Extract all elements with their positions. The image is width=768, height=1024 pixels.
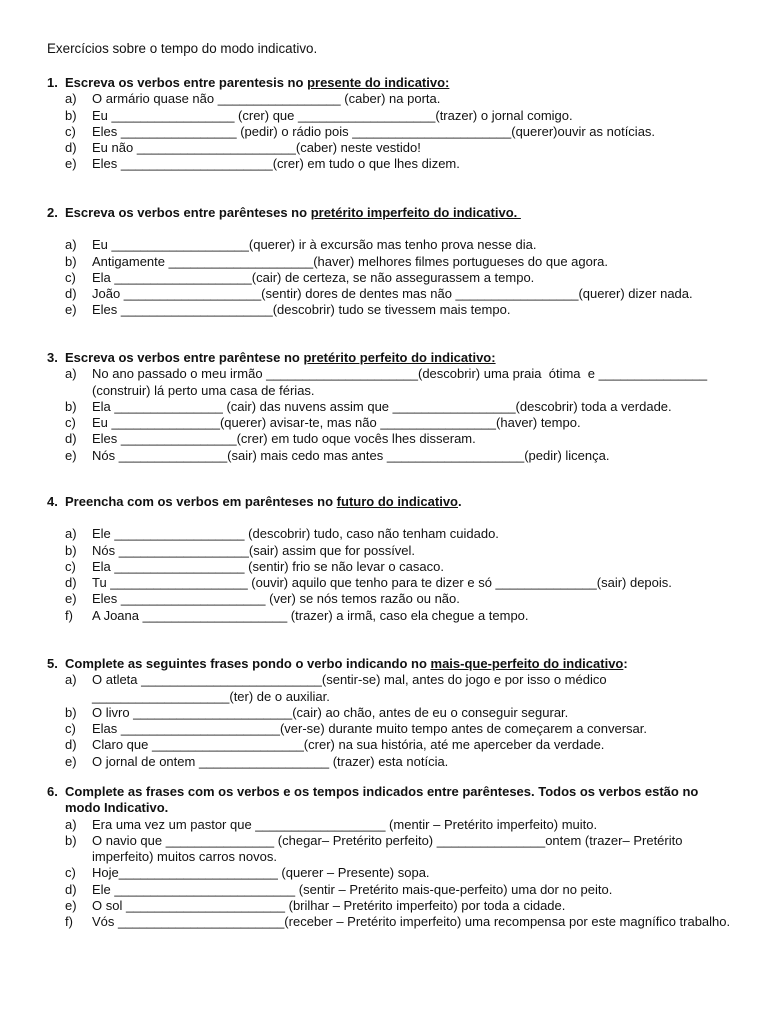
exercise-item: b) Antigamente ____________________(haver) melhores filmes portugueses do que agora. [65,253,609,269]
exercise-title: 4. Preencha com os verbos em parênteses no futuro do indicativo. [47,494,462,509]
exercise-item: b) O livro ______________________(cair) ao chão, antes de eu o conseguir segurar. [65,704,569,720]
exercise-number: 1. [47,75,58,90]
exercise-item: a) No ano passado o meu irmão _____________________(descobrir) uma praia ótima e _______________ (construir) lá perto uma casa de férias. [65,366,711,398]
exercise-title: 5. Complete as seguintes frases pondo o verbo indicando no mais-que-perfeito do indicativo: [47,656,628,671]
exercise-item: b) Ela _______________ (cair) das nuvens assim que _________________(descobrir) toda a verdade. [65,398,672,414]
exercise-item: d) Claro que _____________________(crer) na sua história, até me aperceber da verdade. [65,737,605,753]
exercise-number: 2. [47,205,58,220]
exercise-number: 6. [47,784,58,799]
exercise-section-3 [47,350,737,464]
exercise-title: 6. Complete as frases com os verbos e os tempos indicados entre parênteses. Todos os verbos estão no modo Indicativo. [47,784,702,816]
exercise-title: 2. Escreva os verbos entre parênteses no pretérito imperfeito do indicativo. [47,205,521,220]
exercise-title: 3. Escreva os verbos entre parêntese no pretérito perfeito do indicativo: [47,350,496,365]
exercise-item: a) O atleta _________________________(sentir-se) mal, antes do jogo e por isso o médico ___________________(ter) de o auxiliar. [65,672,611,704]
exercise-item: c) Ela ___________________(cair) de certeza, se não assegurassem a tempo. [65,269,535,285]
exercise-item: a) O armário quase não _________________ (caber) na porta. [65,91,441,107]
tense-name: futuro do indicativo [336,494,458,509]
exercise-item: e) Nós _______________(sair) mais cedo mas antes ___________________(pedir) licença. [65,447,610,463]
tense-name: mais-que-perfeito do indicativo [430,656,624,671]
exercise-item: b) Eu _________________ (crer) que ___________________(trazer) o jornal comigo. [65,107,573,123]
exercise-item: f) Vós _______________________(receber – Pretérito imperfeito) uma recompensa por este magnífico trabalho. [65,914,731,930]
exercise-item: c) Ela __________________ (sentir) frio se não levar o casaco. [65,558,444,574]
exercise-item: e) O sol ______________________ (brilhar – Pretérito imperfeito) por toda a cidade. [65,898,566,914]
exercise-item: d) Eles ________________(crer) em tudo oque vocês lhes disseram. [65,431,476,447]
tense-name: presente do indicativo: [307,75,450,90]
exercise-item: d) Eu não ______________________(caber) neste vestido! [65,140,421,156]
exercise-item: e) O jornal de ontem __________________ (trazer) esta notícia. [65,753,449,769]
exercise-section-6 [47,784,737,931]
exercise-section-1 [47,75,737,173]
exercise-number: 3. [47,350,58,365]
exercise-item: c) Hoje______________________ (querer – Presente) sopa. [65,865,430,881]
exercise-item: b) Nós __________________(sair) assim que for possível. [65,542,416,558]
exercise-item: a) Eu ___________________(querer) ir à excursão mas tenho prova nesse dia. [65,237,537,253]
tense-name: pretérito imperfeito do indicativo. [310,205,521,220]
exercise-title: 1. Escreva os verbos entre parentesis no presente do indicativo: [47,75,450,90]
exercise-section-5 [47,656,737,770]
exercise-item: c) Eu _______________(querer) avisar-te, mas não ________________(haver) tempo. [65,415,581,431]
exercise-number: 4. [47,494,58,509]
exercise-item: c) Elas ______________________(ver-se) durante muito tempo antes de começarem a conversar. [65,721,648,737]
exercise-section-4 [47,494,737,624]
exercise-item: e) Eles _____________________(crer) em tudo o que lhes dizem. [65,156,460,172]
exercise-item: c) Eles ________________ (pedir) o rádio pois ______________________(querer)ouvir as notícias. [65,123,656,139]
exercise-item: d) João ___________________(sentir) dores de dentes mas não _________________(querer) dizer nada. [65,286,693,302]
exercise-item: d) Tu ___________________ (ouvir) aquilo que tenho para te dizer e só ______________(sair) depois. [65,575,672,591]
exercise-item: e) Eles ____________________ (ver) se nós temos razão ou não. [65,591,460,607]
exercise-item: f) A Joana ____________________ (trazer) a irmã, caso ela chegue a tempo. [65,607,529,623]
exercise-item: a) Era uma vez um pastor que __________________ (mentir – Pretérito imperfeito) muito. [65,816,598,832]
exercise-item: e) Eles _____________________(descobrir) tudo se tivessem mais tempo. [65,302,511,318]
worksheet-intro: Exercícios sobre o tempo do modo indicativo. [47,41,318,56]
tense-name: pretérito perfeito do indicativo: [303,350,496,365]
exercise-item: a) Ele __________________ (descobrir) tudo, caso não tenham cuidado. [65,526,499,542]
exercise-item: d) Ele _________________________ (sentir – Pretérito mais-que-perfeito) uma dor no peito. [65,881,613,897]
exercise-number: 5. [47,656,58,671]
exercise-item: b) O navio que _______________ (chegar– Pretérito perfeito) _______________ontem (trazer– Pretérito imperfeito) muitos carros novos. [65,832,687,865]
exercise-section-2 [47,205,737,319]
